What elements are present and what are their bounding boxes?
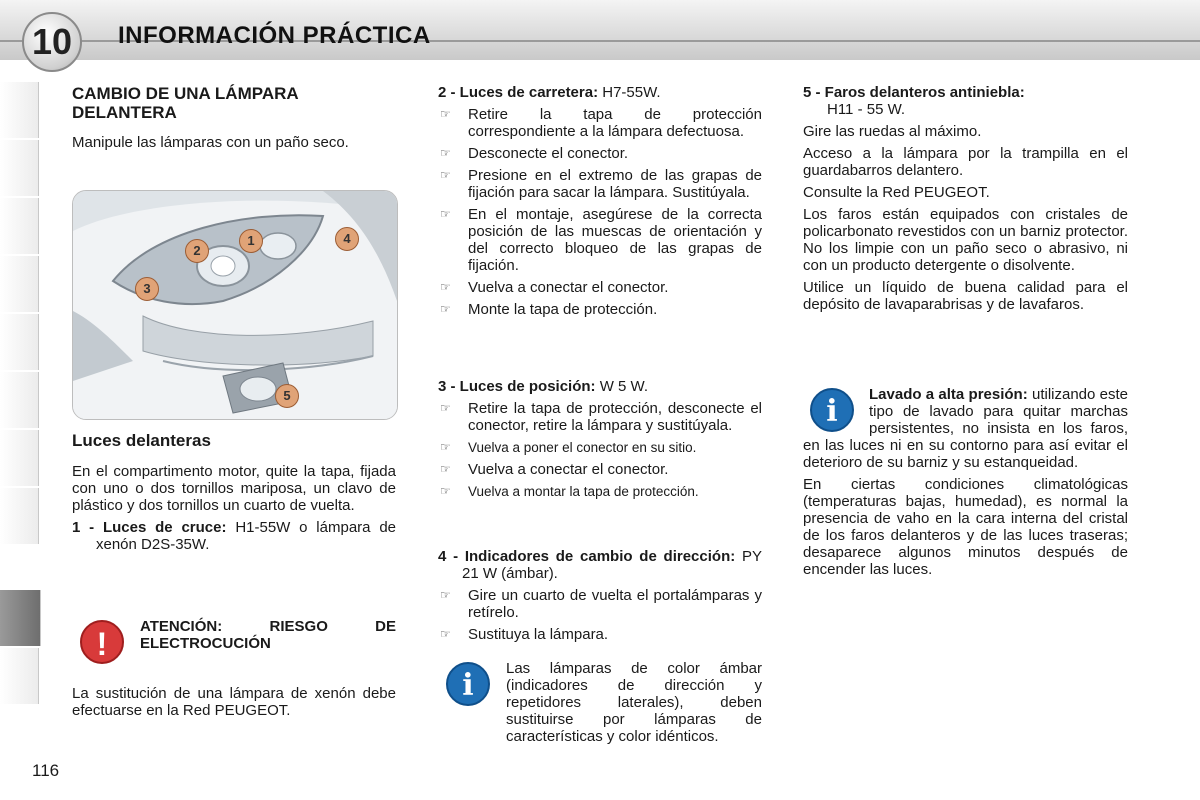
step bbox=[438, 483, 762, 500]
column-middle-item3 bbox=[438, 378, 762, 505]
hand-pointer-icon: ☞ bbox=[440, 168, 451, 182]
step-text: Vuelva a montar la tapa de protección. bbox=[468, 484, 699, 499]
item-4-value: PY 21 W (ámbar). bbox=[462, 548, 762, 582]
hand-pointer-icon: ☞ bbox=[440, 146, 451, 160]
paragraph: Utilice un líquido de buena calidad para el depósito de lavaparabrisas y de lavafaros. bbox=[803, 279, 1128, 313]
item-3-label: 3 - Luces de posición: bbox=[438, 378, 596, 395]
chapter-tab-active bbox=[0, 590, 41, 646]
hand-pointer-icon: ☞ bbox=[440, 588, 451, 602]
page-title: INFORMACIÓN PRÁCTICA bbox=[118, 22, 431, 49]
step-text: Vuelva a conectar el conector. bbox=[468, 279, 669, 296]
column-middle bbox=[438, 84, 762, 323]
step bbox=[438, 145, 762, 162]
item-4-label: 4 - Indicadores de cambio de dirección: bbox=[438, 548, 736, 565]
hand-pointer-icon: ☞ bbox=[440, 484, 451, 498]
item-1 bbox=[72, 519, 396, 553]
step-text: Vuelva a poner el conector en su sitio. bbox=[468, 440, 697, 455]
step bbox=[438, 400, 762, 434]
step bbox=[438, 106, 762, 140]
warning-exclamation-icon: ! bbox=[80, 620, 124, 664]
chapter-number-badge: 10 bbox=[22, 12, 82, 72]
section-title: Luces delanteras bbox=[72, 431, 211, 450]
step bbox=[438, 461, 762, 478]
step-text: Vuelva a conectar el conector. bbox=[468, 461, 669, 478]
info-label: Lavado a alta presión: bbox=[869, 386, 1028, 403]
paragraph: Acceso a la lámpara por la trampilla en el guardabarros delantero. bbox=[803, 145, 1128, 179]
hand-pointer-icon: ☞ bbox=[440, 280, 451, 294]
hand-pointer-icon: ☞ bbox=[440, 401, 451, 415]
hand-pointer-icon: ☞ bbox=[440, 302, 451, 316]
warning-title: ATENCIÓN: RIESGO DE ELECTROCUCIÓN bbox=[140, 618, 396, 652]
chapter-tab bbox=[0, 140, 39, 196]
heading-line: CAMBIO DE UNA LÁMPARA bbox=[72, 84, 299, 103]
item-2-heading bbox=[438, 84, 762, 101]
item-5-value: H11 - 55 W. bbox=[827, 101, 906, 118]
info-box-amber bbox=[446, 662, 490, 706]
item-1-label: 1 - Luces de cruce: bbox=[72, 519, 227, 536]
car-front-illustration bbox=[73, 191, 397, 419]
callout-3: 3 bbox=[135, 277, 159, 301]
chapter-tab bbox=[0, 430, 39, 486]
callout-2: 2 bbox=[185, 239, 209, 263]
info-text-pressure-wash bbox=[803, 386, 1128, 583]
page-number: 116 bbox=[32, 761, 60, 780]
step bbox=[438, 279, 762, 296]
hand-pointer-icon: ☞ bbox=[440, 462, 451, 476]
info-text-amber: Las lámparas de color ámbar (indicadores de dirección y repetidores laterales), deben sustituirse por lámparas de características y color idénticos. bbox=[506, 660, 762, 745]
section-heading bbox=[72, 84, 396, 122]
item-5-label: 5 - Faros delanteros antiniebla: bbox=[803, 84, 1025, 101]
step-text: En el montaje, asegúrese de la correcta posición de las muescas de orientación y del correcto bloqueo de las grapas de fijación. bbox=[468, 206, 762, 274]
paragraph: Los faros están equipados con cristales de policarbonato revestidos con un barniz protector. No los limpie con un paño seco o abrasivo, ni con un producto detergente o disolvente. bbox=[803, 206, 1128, 274]
hand-pointer-icon: ☞ bbox=[440, 627, 451, 641]
hand-pointer-icon: ☞ bbox=[440, 107, 451, 121]
step bbox=[438, 439, 762, 456]
hand-pointer-icon: ☞ bbox=[440, 440, 451, 454]
step-text: Presione en el extremo de las grapas de fijación para sacar la lámpara. Sustitúyala. bbox=[468, 167, 762, 201]
step-text: Desconecte el conector. bbox=[468, 145, 629, 162]
item-5-heading bbox=[803, 84, 1128, 118]
step-text: Monte la tapa de protección. bbox=[468, 301, 658, 318]
step-text: Sustituya la lámpara. bbox=[468, 626, 609, 643]
warning-text: La sustitución de una lámpara de xenón debe efectuarse en la Red PEUGEOT. bbox=[72, 685, 396, 719]
chapter-tabs bbox=[0, 82, 40, 722]
step bbox=[438, 206, 762, 274]
step-text: Gire un cuarto de vuelta el portalámparas y retírelo. bbox=[468, 587, 762, 621]
column-left bbox=[72, 84, 396, 156]
warning-box bbox=[80, 620, 124, 664]
item-3-value: W 5 W. bbox=[595, 378, 649, 395]
item-2-label: 2 - Luces de carretera: bbox=[438, 84, 599, 101]
intro-text: Manipule las lámparas con un paño seco. bbox=[72, 134, 349, 151]
chapter-tab bbox=[0, 488, 39, 544]
item-2-value: H7-55W. bbox=[598, 84, 661, 101]
heading-line: DELANTERA bbox=[72, 103, 177, 122]
chapter-tab bbox=[0, 648, 39, 704]
chapter-tab bbox=[0, 198, 39, 254]
callout-5: 5 bbox=[275, 384, 299, 408]
step-text: Retire la tapa de protección correspondiente a la lámpara defectuosa. bbox=[468, 106, 762, 140]
step bbox=[438, 626, 762, 643]
item-3-heading bbox=[438, 378, 762, 395]
info-text: utilizando este tipo de lavado para quitar marchas persistentes, no insista en los faros, en las luces ni en su contorno para así evitar el deterioro de su barniz y su estanqueidad. bbox=[803, 386, 1128, 471]
column-left-lower bbox=[72, 432, 396, 558]
chapter-tab bbox=[0, 314, 39, 370]
info-icon: i bbox=[446, 662, 490, 706]
chapter-tab bbox=[0, 372, 39, 428]
step bbox=[438, 301, 762, 318]
column-middle-item4 bbox=[438, 548, 762, 648]
info-text-2: En ciertas condiciones climatológicas (temperaturas bajas, humedad), es normal la presencia de vaho en la cara interna del cristal de los faros delanteros y de las luces traseras; desaparece algunos minutos después de encender las luces. bbox=[803, 476, 1128, 578]
headlight-photo bbox=[72, 190, 398, 420]
section-text: En el compartimento motor, quite la tapa, fijada con uno o dos tornillos mariposa, un clavo de plástico y dos tornillos un cuarto de vuelta. bbox=[72, 463, 396, 514]
callout-4: 4 bbox=[335, 227, 359, 251]
callout-1: 1 bbox=[239, 229, 263, 253]
column-right bbox=[803, 84, 1128, 318]
info-icon: i bbox=[810, 388, 854, 432]
paragraph: Gire las ruedas al máximo. bbox=[803, 123, 982, 140]
item-4-heading bbox=[438, 548, 762, 582]
step-text: Retire la tapa de protección, desconecte el conector, retire la lámpara y sustitúyala. bbox=[468, 400, 762, 434]
item-1-text: H1-55W o lámpara de xenón D2S-35W. bbox=[96, 519, 397, 553]
chapter-tab bbox=[0, 82, 39, 138]
chapter-tab bbox=[0, 256, 39, 312]
paragraph: Consulte la Red PEUGEOT. bbox=[803, 184, 990, 201]
step bbox=[438, 587, 762, 621]
hand-pointer-icon: ☞ bbox=[440, 207, 451, 221]
step bbox=[438, 167, 762, 201]
icon-spacer bbox=[803, 386, 869, 436]
